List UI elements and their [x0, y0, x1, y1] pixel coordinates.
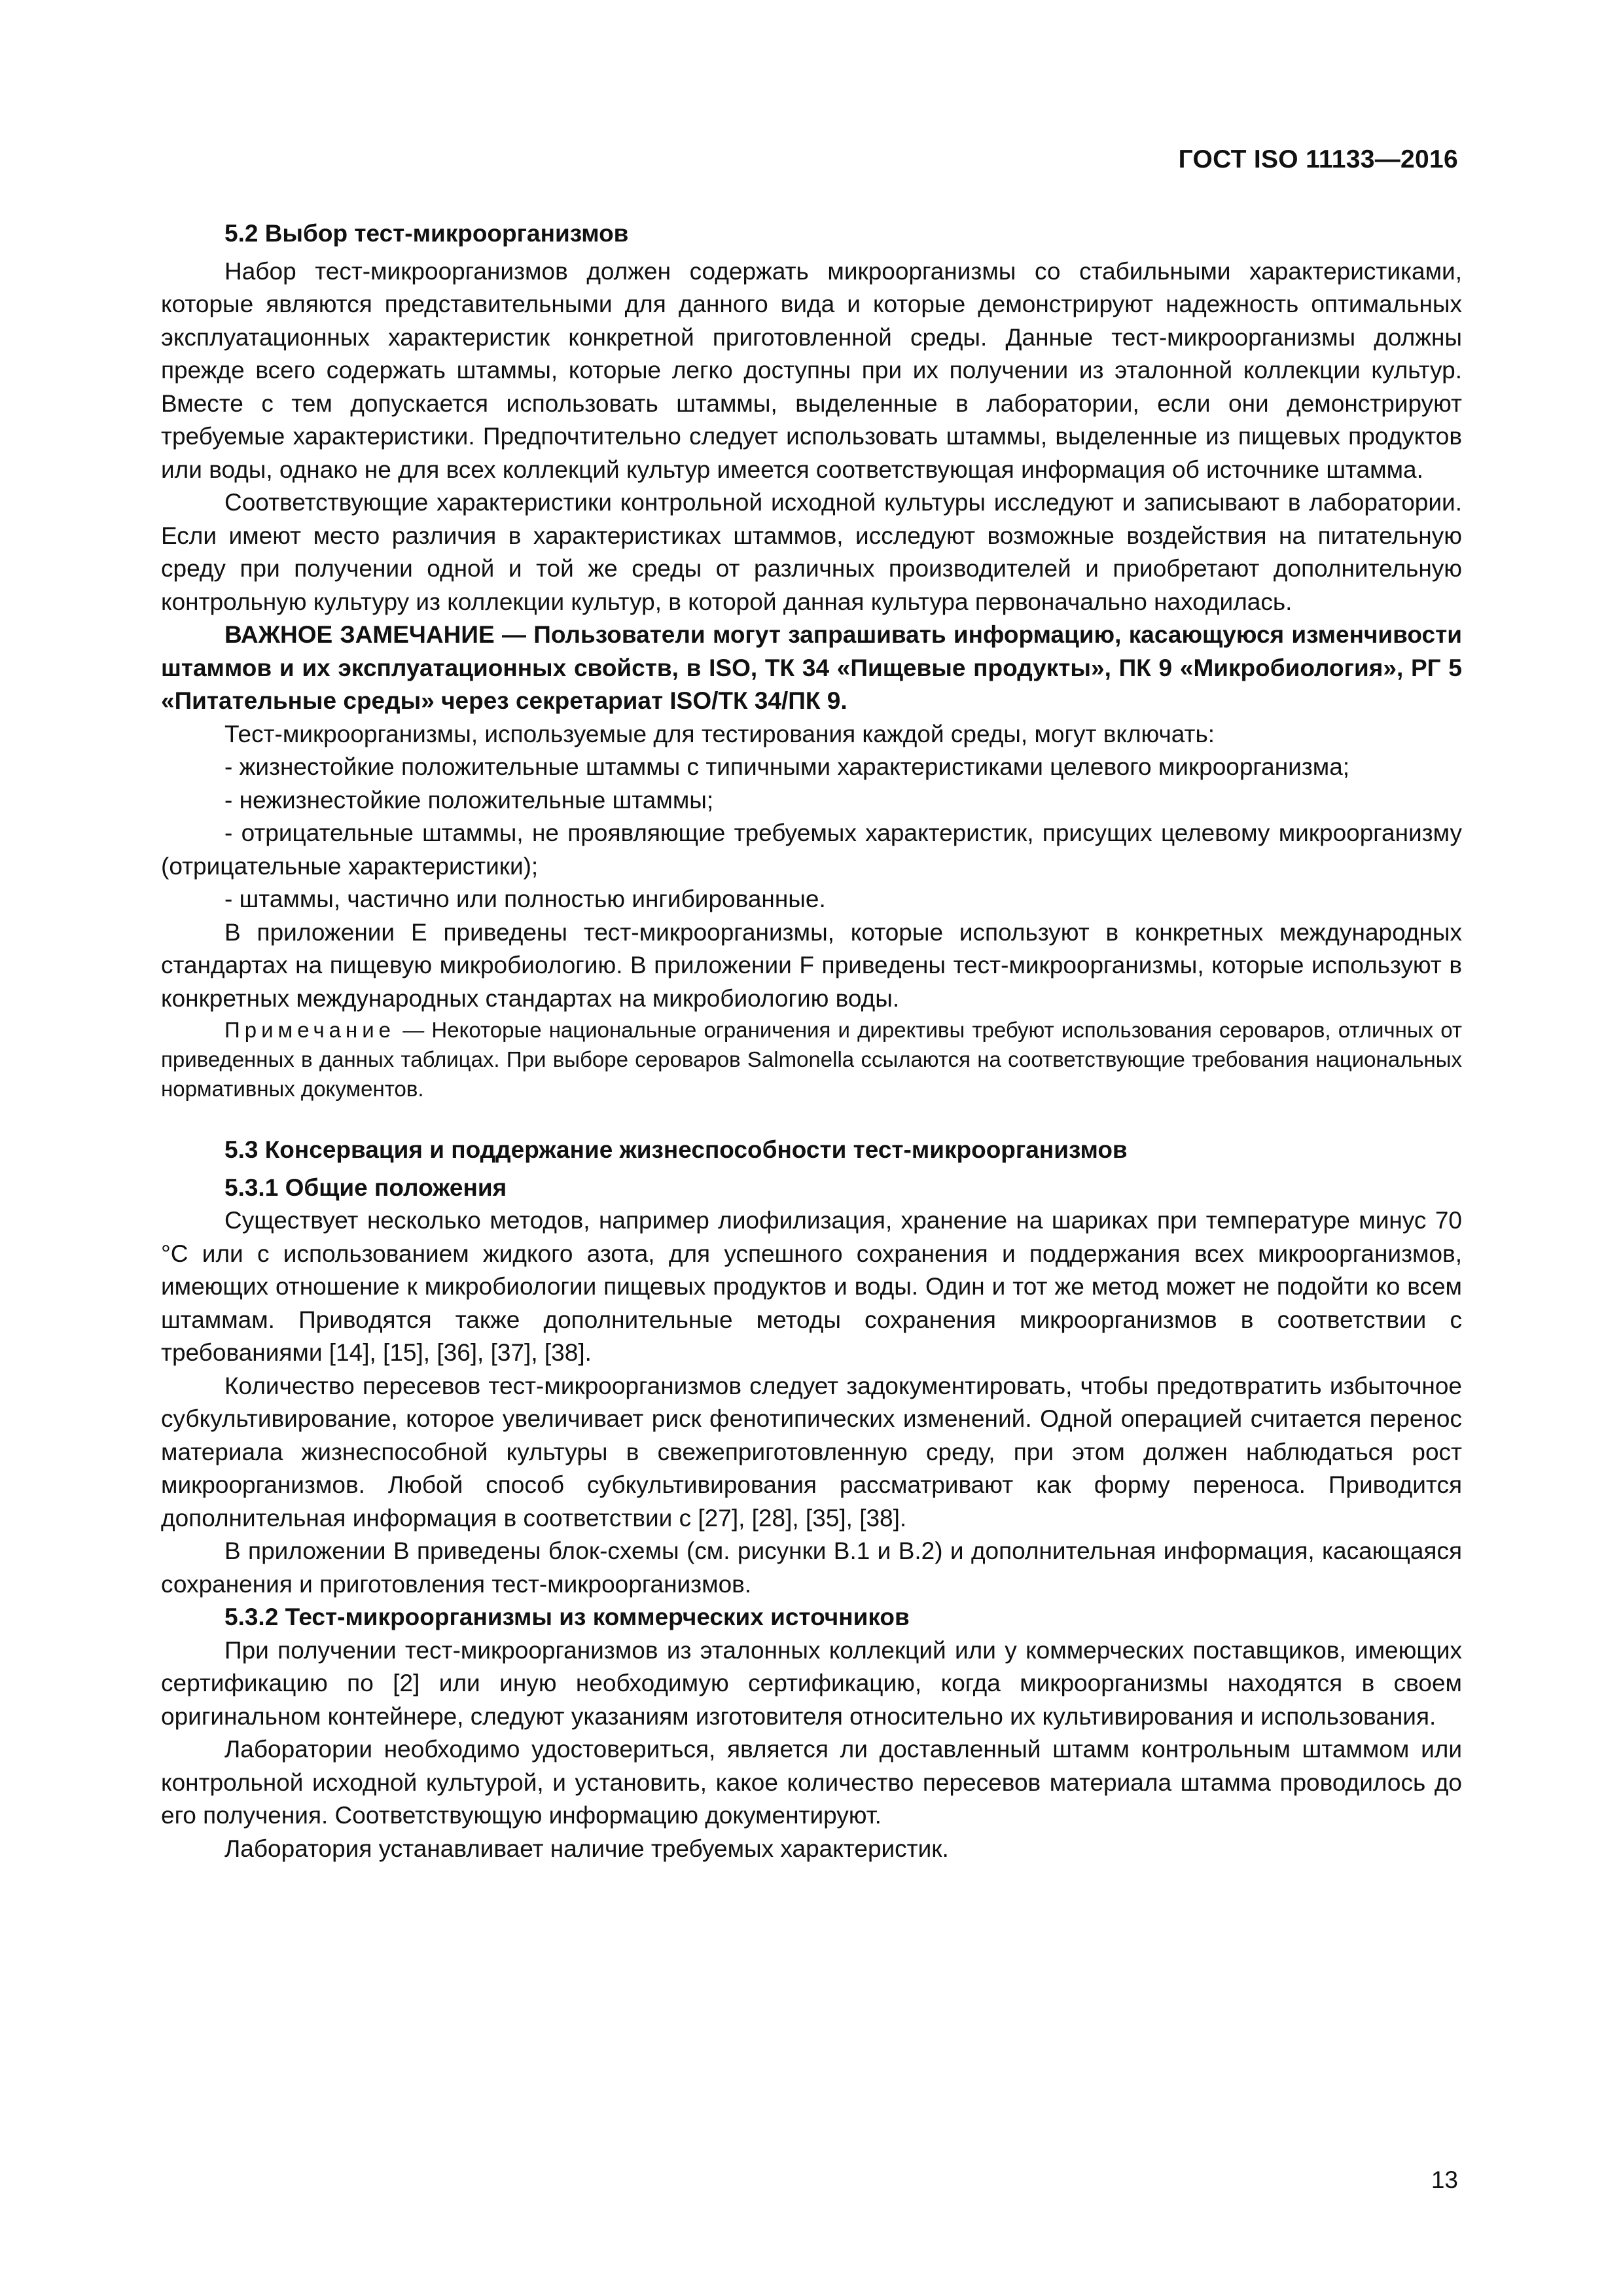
paragraph: Лаборатории необходимо удостовериться, является ли доставленный штамм контрольным штаммом или контрольной исходной культурой, и установить, какое количество пересевов материала штамма проводилось до его получения. Соответствующую информацию документируют. — [161, 1736, 1462, 1829]
page-number: 13 — [1431, 2166, 1458, 2193]
paragraph: Соответствующие характеристики контрольной исходной культуры исследуют и записывают в лаборатории. Если имеют место различия в характеристиках штаммов, исследуют возможные воздействия на питательную среду при получении одной и той же среды от различных производителей и приобретают дополнительную контрольную культуру из коллекции культур, в которой данная культура первоначально находилась. — [161, 489, 1462, 615]
strain-list — [161, 751, 1462, 916]
note — [161, 1015, 1462, 1103]
document-body — [161, 217, 1462, 1865]
paragraph: В приложении Е приведены тест-микроорганизмы, которые используют в конкретных международных стандартах на пищевую микробиологию. В приложении F приведены тест-микроорганизмы, которые используют в конкретных международных стандартах на микробиологию воды. — [161, 918, 1462, 1012]
paragraph: В приложении В приведены блок-схемы (см. рисунки В.1 и В.2) и дополнительная информация, касающаяся сохранения и приготовления тест-микроорганизмов. — [161, 1537, 1462, 1598]
list-item: - жизнестойкие положительные штаммы с типичными характеристиками целевого микроорганизма; — [224, 753, 1350, 780]
section-5-3-heading: 5.3 Консервация и поддержание жизнеспособности тест-микроорганизмов — [224, 1136, 1128, 1163]
paragraph: Лаборатория устанавливает наличие требуемых характеристик. — [224, 1835, 949, 1862]
list-item: - штаммы, частично или полностью ингибированные. — [224, 886, 826, 912]
paragraph: Тест-микроорганизмы, используемые для тестирования каждой среды, могут включать: — [224, 720, 1215, 747]
note-label: Примечание — [224, 1018, 396, 1042]
list-item: - отрицательные штаммы, не проявляющие требуемых характеристик, присущих целевому микроорганизму (отрицательные характеристики); — [161, 819, 1462, 880]
paragraph: Количество пересевов тест-микроорганизмов следует задокументировать, чтобы предотвратить избыточное субкультивирование, которое увеличивает риск фенотипических изменений. Одной операцией считается перенос материала жизнеспособной культуры в свежеприготовленную среду, при этом должен наблюдаться рост микроорганизмов. Любой способ субкультивирования рассматривают как форму переноса. Приводится дополнительная информация в соответствии с [27], [28], [35], [38]. — [161, 1372, 1462, 1532]
section-5-3-1-heading: 5.3.1 Общие положения — [224, 1174, 507, 1201]
note-text: — Некоторые национальные ограничения и директивы требуют использования сероваров, отличных от приведенных в данных таблицах. При выборе сероваров Salmonella ссылаются на соответствующие требования национальных нормативных документов. — [161, 1018, 1462, 1101]
paragraph: Существует несколько методов, например лиофилизация, хранение на шариках при температуре минус 70 °С или с использованием жидкого азота, для успешного сохранения и поддержания всех микроорганизмов, имеющих отношение к микробиологии пищевых продуктов и воды. Один и тот же метод может не подойти ко всем штаммам. Приводятся также дополнительные методы сохранения микроорганизмов в соответствии с требованиями [14], [15], [36], [37], [38]. — [161, 1207, 1462, 1366]
important-notice: ВАЖНОЕ ЗАМЕЧАНИЕ — Пользователи могут запрашивать информацию, касающуюся изменчивости штаммов и их эксплуатационных свойств, в ISO, ТК 34 «Пищевые продукты», ПК 9 «Микробиология», РГ 5 «Питательные среды» через секретариат ISO/ТК 34/ПК 9. — [161, 621, 1462, 714]
paragraph: При получении тест-микроорганизмов из эталонных коллекций или у коммерческих поставщиков, имеющих сертификацию по [2] или иную необходимую сертификацию, когда микроорганизмы находятся в своем оригинальном контейнере, следуют указаниям изготовителя относительно их культивирования и использования. — [161, 1636, 1462, 1730]
standard-code-header: ГОСТ ISO 11133—2016 — [1178, 145, 1458, 173]
list-item: - нежизнестойкие положительные штаммы; — [224, 786, 714, 814]
paragraph: Набор тест-микроорганизмов должен содержать микроорганизмы со стабильными характеристиками, которые являются представительными для данного вида и которые демонстрируют надежность оптимальных эксплуатационных характеристик конкретной приготовленной среды. Данные тест-микроорганизмы должны прежде всего содержать штаммы, которые легко доступны при их получении из эталонной коллекции культур. Вместе с тем допускается использовать штаммы, выделенные в лаборатории, если они демонстрируют требуемые характеристики. Предпочтительно следует использовать штаммы, выделенные из пищевых продуктов или воды, однако не для всех коллекций культур имеется соответствующая информация об источнике штамма. — [161, 257, 1462, 483]
section-5-2-heading: 5.2 Выбор тест-микроорганизмов — [224, 220, 629, 247]
section-5-3-2-heading: 5.3.2 Тест-микроорганизмы из коммерческих источников — [224, 1604, 910, 1630]
